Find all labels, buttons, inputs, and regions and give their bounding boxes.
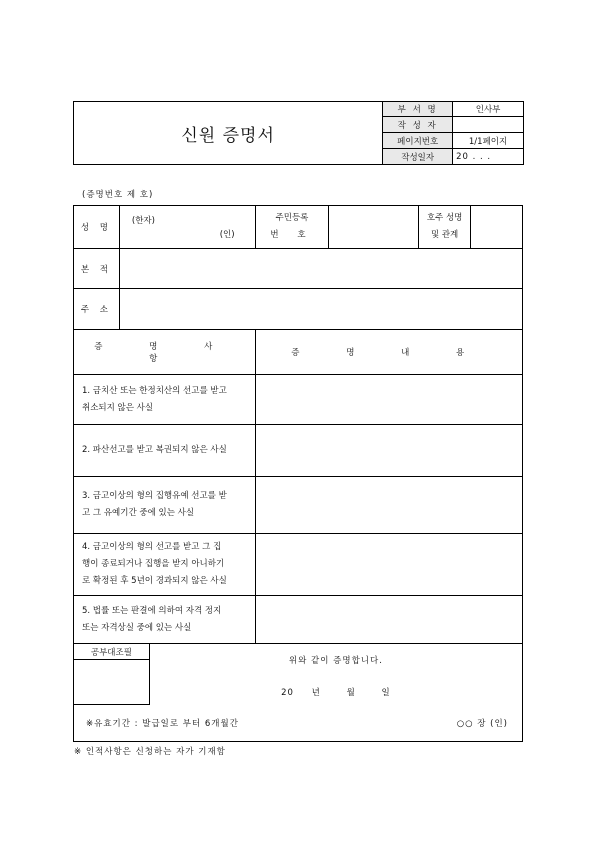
certificate-number: (증명번호 제 호) [82, 190, 154, 200]
address-label: 주 소 [74, 289, 120, 330]
certification-content-4[interactable] [255, 534, 522, 596]
issue-date-month-unit: 월 [346, 688, 356, 698]
header-block [73, 101, 524, 165]
resident-number-field[interactable] [329, 206, 419, 249]
certification-content-2[interactable] [255, 425, 522, 477]
certification-content-3[interactable] [255, 477, 522, 534]
page-number-label: 페이지번호 [383, 133, 453, 149]
head-relation-field[interactable] [471, 206, 523, 249]
name-field[interactable] [119, 206, 255, 249]
confirmation-text: 위와 같이 증명합니다. [288, 656, 383, 666]
date-label: 작성일자 [383, 149, 453, 165]
department-value: 인사부 [453, 102, 524, 117]
item-4-line-2: 행이 종료되거나 집행을 받지 아니하기 [82, 559, 225, 569]
head-relation-label [419, 206, 471, 249]
issue-date-day-unit: 일 [381, 688, 391, 698]
certificate-form [73, 205, 523, 742]
item-3-line-1: 3. 금고이상의 형의 집행유예 선고를 받 [82, 491, 227, 501]
author-value [453, 117, 524, 133]
item-1-line-2: 취소되지 않은 사실 [82, 402, 154, 413]
page-number-value: 1/1페이지 [453, 133, 524, 149]
domicile-label: 본 적 [74, 249, 120, 289]
verify-label: 공부대조필 [74, 644, 150, 660]
resident-number-label-line1: 주민등록 [275, 213, 309, 223]
issue-date [150, 686, 522, 698]
footnote: ※ 인적사항은 신청하는 자가 기재함 [74, 747, 226, 757]
name-label: 성 명 [74, 206, 120, 249]
issue-date-year: 20 [281, 688, 294, 698]
validity-period: ※유효기간 : 발급일로 부터 6개월간 [74, 705, 329, 742]
seal-mark: (인) [219, 230, 235, 240]
certification-content-5[interactable] [255, 596, 522, 644]
date-value: 20 . . . [453, 149, 524, 165]
certification-content-header: 증 명 내 용 [255, 330, 522, 375]
domicile-field[interactable] [119, 249, 522, 289]
item-3-line-2: 고 그 유예기간 중에 있는 사실 [82, 508, 195, 518]
issue-date-year-unit: 년 [311, 688, 321, 698]
head-relation-label-line1: 호주 성명 [426, 213, 463, 223]
confirmation-area [149, 644, 522, 705]
item-4-line-1: 4. 금고이상의 형의 선고를 받고 그 집 [82, 542, 222, 552]
certification-content-1[interactable] [255, 375, 522, 425]
certification-item-1 [74, 375, 256, 425]
address-field[interactable] [119, 289, 522, 330]
certification-items-header: 증 명 사 항 [74, 330, 256, 375]
document-title: 신원 증명서 [74, 102, 383, 165]
item-5-line-1: 5. 법률 또는 판결에 의하여 자격 정지 [82, 605, 222, 616]
issuer-seal: ○○ 장 (인) [329, 705, 523, 742]
verify-stamp-box[interactable] [74, 660, 150, 705]
certification-item-3 [74, 477, 256, 534]
resident-number-label [255, 206, 329, 249]
item-1-line-1: 1. 금치산 또는 한정치산의 선고를 받고 [82, 385, 227, 396]
item-5-line-2: 또는 자격상실 중에 있는 사실 [82, 622, 192, 633]
certification-item-2 [74, 425, 256, 477]
certification-item-4 [74, 534, 256, 596]
head-relation-label-line2: 및 관계 [430, 230, 459, 240]
resident-number-label-line2: 번 호 [270, 230, 314, 240]
department-label: 부 서 명 [383, 102, 453, 117]
hanja-label: (한자) [131, 216, 155, 226]
item-2-line-1: 2. 파산선고를 받고 복권되지 않은 사실 [82, 445, 227, 455]
author-label: 작 성 자 [383, 117, 453, 133]
certification-item-5 [74, 596, 256, 644]
item-4-line-3: 로 확정된 후 5년이 경과되지 않은 사실 [82, 576, 227, 586]
